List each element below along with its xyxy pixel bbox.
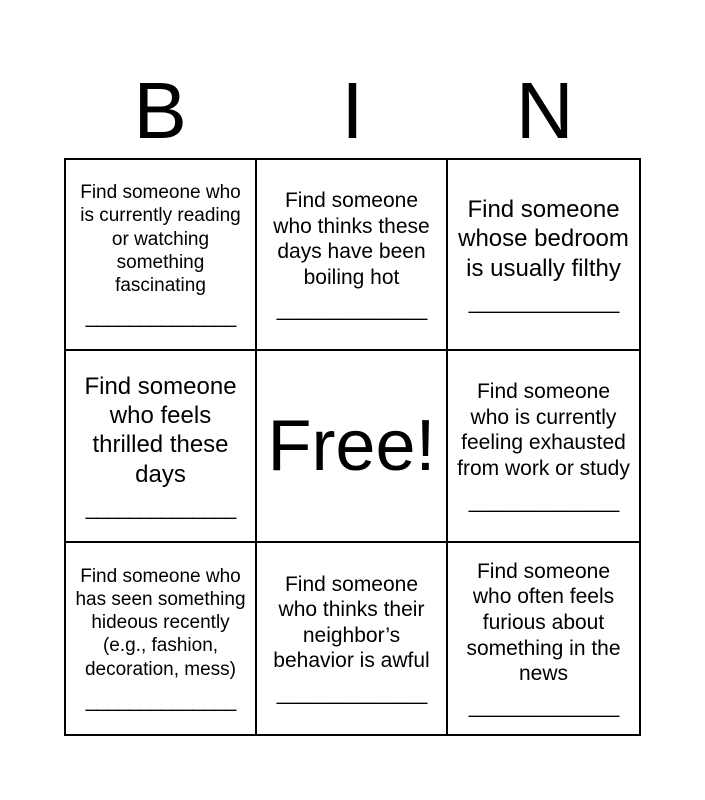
header-letter-b: B (133, 66, 187, 155)
free-space-label: Free! (267, 405, 436, 486)
bingo-cell-9 (448, 543, 639, 734)
cell-prompt: Find someone who is currently feeling exhausted from work or study (457, 380, 630, 481)
cell-prompt: Find someone who thinks their neighbor’s behavior is awful (273, 572, 430, 673)
cell-answer-line: ______________ (468, 694, 619, 718)
header-letter-i: I (341, 66, 364, 155)
bingo-cell-7 (66, 543, 257, 734)
bingo-cell-free (257, 351, 448, 542)
bingo-cell-1 (66, 160, 257, 351)
cell-prompt: Find someone who feels thrilled these days (84, 372, 237, 488)
bingo-cell-4 (66, 351, 257, 542)
bingo-cell-3 (448, 160, 639, 351)
header-letter-n: N (515, 66, 574, 155)
cell-answer-line: ______________ (276, 681, 427, 705)
cell-prompt: Find someone who is currently reading or watching something fascinating (80, 182, 241, 296)
cell-answer-line: ______________ (85, 496, 236, 520)
cell-prompt: Find someone whose bedroom is usually filthy (458, 196, 629, 282)
cell-answer-line: ______________ (468, 489, 619, 513)
bingo-cell-8 (257, 543, 448, 734)
cell-prompt: Find someone who has seen something hideous recently (e.g., fashion, decoration, mess) (75, 565, 246, 680)
bingo-cell-6 (448, 351, 639, 542)
bingo-grid (64, 158, 641, 736)
bingo-header (64, 64, 641, 158)
cell-answer-line: ______________ (85, 688, 236, 712)
cell-answer-line: ______________ (468, 291, 619, 315)
cell-prompt: Find someone who often feels furious about something in the news (466, 559, 621, 686)
cell-prompt: Find someone who thinks these days have been boiling hot (273, 188, 430, 289)
cell-answer-line: ______________ (276, 298, 427, 322)
cell-answer-line: ______________ (85, 305, 236, 329)
bingo-cell-2 (257, 160, 448, 351)
